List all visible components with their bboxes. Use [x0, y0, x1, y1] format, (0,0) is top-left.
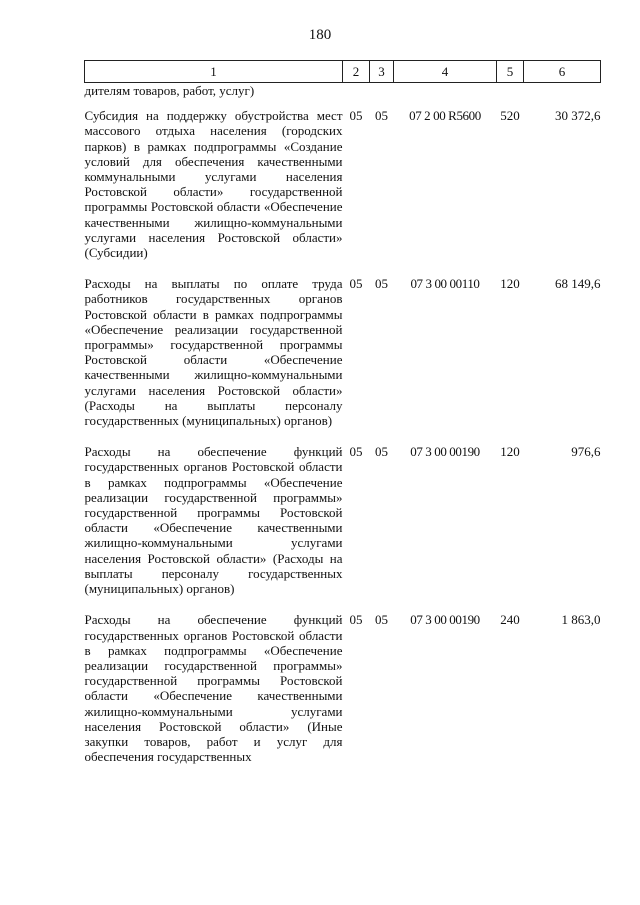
row-expense-type: 520 [500, 108, 520, 124]
row-section: 05 [349, 108, 363, 124]
row-subsection: 05 [375, 276, 388, 292]
row-amount: 1 863,0 [561, 612, 601, 628]
row-subsection: 05 [375, 444, 388, 460]
row-target-article: 07 3 00 00190 [410, 612, 480, 628]
row-subsection: 05 [375, 108, 388, 124]
header-col-4: 4 [394, 61, 497, 83]
row-expense-type: 240 [500, 612, 520, 628]
continuation-text: дителям товаров, работ, услуг) [84, 83, 255, 98]
table-row [85, 604, 601, 772]
header-col-5: 5 [497, 61, 524, 83]
table-row [85, 436, 601, 604]
header-col-6: 6 [524, 61, 601, 83]
page-number: 180 [308, 27, 332, 43]
budget-table [84, 60, 601, 772]
table-row [85, 268, 601, 436]
continuation-row [85, 83, 601, 101]
row-subsection: 05 [375, 612, 388, 628]
row-section: 05 [349, 612, 363, 628]
header-col-2: 2 [343, 61, 370, 83]
row-description: Субсидия на поддержку обустройства мест массового отдыха населения (городских парков) в рамках подпрограммы «Создание условий для обеспечения качественными коммунальными услугами населения Ростовской области» государственной программы Ростовской области «Обеспечение качественными жилищно-коммунальными услугами населения Ростовской области» (Субсидии) [84, 108, 343, 261]
row-expense-type: 120 [500, 276, 520, 292]
table-row [85, 100, 601, 268]
header-row [85, 61, 601, 83]
row-description: Расходы на обеспечение функций государственных органов Ростовской области в рамках подпрограммы «Обеспечение реализации государственной программы» государственной программы Ростовской области «Обеспечение качественными жилищно-коммунальными услугами населения Ростовской области» (Иные закупки товаров, работ и услуг для обеспечения государственных [84, 612, 343, 765]
row-section: 05 [349, 444, 363, 460]
row-target-article: 07 3 00 00110 [410, 276, 480, 292]
row-target-article: 07 2 00 R5600 [409, 108, 481, 124]
row-amount: 68 149,6 [555, 276, 601, 292]
row-expense-type: 120 [500, 444, 520, 460]
row-description: Расходы на выплаты по оплате труда работников государственных органов Ростовской области в рамках подпрограммы «Обеспечение реализации государственной программы» государственной программы Ростовской области «Обеспечение качественными жилищно-коммунальными услугами населения Ростовской области» (Расходы на выплаты персоналу государственных (муниципальных) органов) [84, 276, 343, 429]
header-col-1: 1 [85, 61, 343, 83]
table-body [85, 83, 601, 773]
row-target-article: 07 3 00 00190 [410, 444, 480, 460]
row-amount: 30 372,6 [555, 108, 601, 124]
row-amount: 976,6 [571, 444, 601, 460]
row-section: 05 [349, 276, 363, 292]
row-description: Расходы на обеспечение функций государственных органов Ростовской области в рамках подпрограммы «Обеспечение реализации государственной программы» государственной программы Ростовской области «Обеспечение качественными жилищно-коммунальными услугами населения Ростовской области» (Расходы на выплаты персоналу государственных (муниципальных) органов) [84, 444, 343, 597]
header-col-3: 3 [370, 61, 394, 83]
table-header [85, 61, 601, 83]
